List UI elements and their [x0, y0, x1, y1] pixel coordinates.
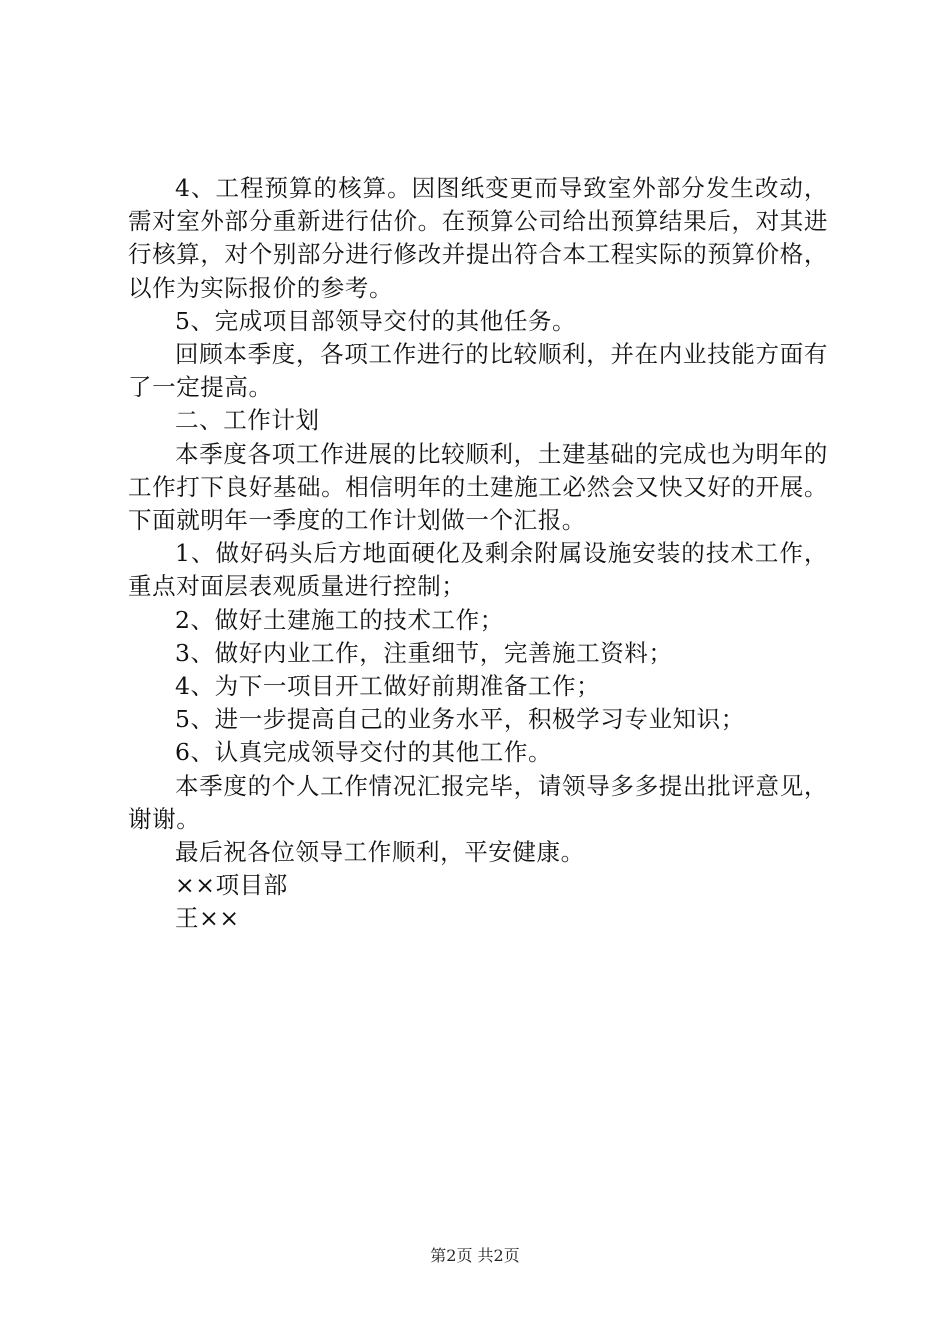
document-body [128, 172, 828, 936]
paragraph-wishes: 最后祝各位领导工作顺利，平安健康。 [175, 838, 585, 867]
signature-name: 王×× [175, 904, 240, 933]
section-heading-work-plan: 二、工作计划 [175, 406, 320, 435]
plan-item-1: 1、做好码头后方地面硬化及剩余附属设施安装的技术工作，重点对面层表观质量进行控制； [128, 539, 828, 601]
plan-item-6: 6、认真完成领导交付的其他工作。 [175, 738, 553, 767]
paragraph-closing: 本季度的个人工作情况汇报完毕，请领导多多提出批评意见，谢谢。 [128, 771, 828, 833]
plan-item-4: 4、为下一项目开工做好前期准备工作； [175, 672, 601, 701]
paragraph-budget-review: 4、工程预算的核算。因图纸变更而导致室外部分发生改动，需对室外部分重新进行估价。在预算公司给出预算结果后，对其进行核算，对个别部分进行修改并提出符合本工程实际的预算价格，以作为实际报价的参考。 [128, 174, 828, 302]
paragraph-plan-intro: 本季度各项工作进展的比较顺利，土建基础的完成也为明年的工作打下良好基础。相信明年的土建施工必然会又快又好的开展。下面就明年一季度的工作计划做一个汇报。 [128, 439, 828, 535]
plan-item-5: 5、进一步提高自己的业务水平，积极学习专业知识； [175, 705, 745, 734]
plan-item-2: 2、做好土建施工的技术工作； [175, 605, 504, 634]
paragraph-other-tasks: 5、完成项目部领导交付的其他任务。 [175, 306, 577, 335]
plan-item-3: 3、做好内业工作，注重细节，完善施工资料； [175, 638, 673, 667]
signature-department: ××项目部 [175, 871, 288, 900]
page-number-footer: 第2页 共2页 [430, 1246, 520, 1265]
paragraph-quarter-review: 回顾本季度，各项工作进行的比较顺利，并在内业技能方面有了一定提高。 [128, 340, 828, 402]
